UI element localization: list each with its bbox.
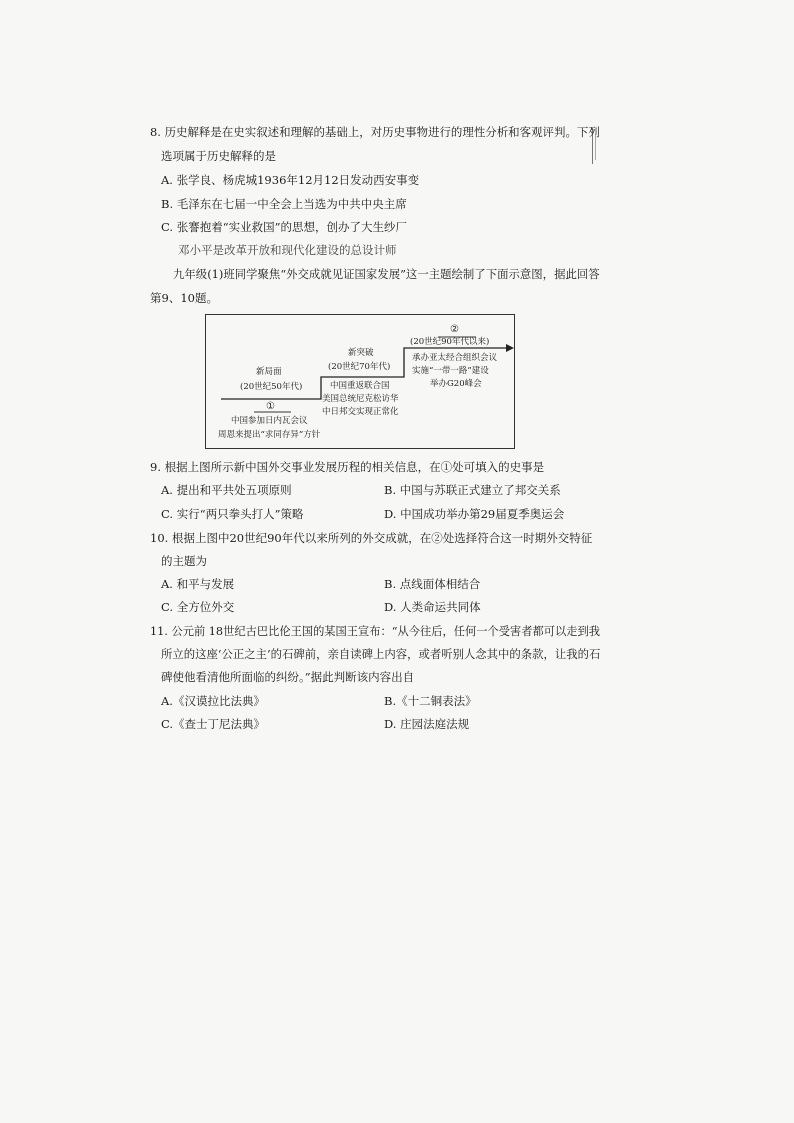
q9-stem: 9. 根据上图所示新中国外交事业发展历程的相关信息，在①处可填入的史事是 <box>150 460 545 474</box>
stage2-period: (20世纪70年代) <box>328 362 391 372</box>
stage1-title: 新局面 <box>256 367 282 377</box>
q11-option-c: C.《查士丁尼法典》 <box>161 717 266 731</box>
q11-stem-line2: 所立的这座‘公正之主’的石碑前，亲自读碑上内容，或者听别人念其中的条款，让我的石 <box>161 647 601 661</box>
q8-option-b: B. 毛泽东在七届一中全会上当选为中共中央主席 <box>161 197 407 211</box>
q10-stem-line1: 10. 根据上图中20世纪90年代以来所列的外交成就，在②处选择符合这一时期外交特征 <box>150 531 593 545</box>
q10-option-c: C. 全方位外交 <box>161 600 235 614</box>
stage2-title: 新突破 <box>348 348 374 358</box>
blank1-circle-label: ① <box>266 401 275 412</box>
q10-option-a: A. 和平与发展 <box>161 577 235 591</box>
q8-option-c: C. 张謇抱着“实业救国”的思想，创办了大生纱厂 <box>161 220 407 234</box>
q11-option-d: D. 庄园法庭法规 <box>384 717 470 731</box>
q11-option-a: A.《汉谟拉比法典》 <box>161 694 265 708</box>
q11-stem-line1: 11. 公元前 18世纪古巴比伦王国的某国王宣布：“从今往后，任何一个受害者都可以走到我 <box>150 624 600 638</box>
q11-option-b: B.《十二铜表法》 <box>384 694 477 708</box>
q8-option-d: 邓小平是改革开放和现代化建设的总设计师 <box>178 243 397 257</box>
blank2-circle-label: ② <box>450 324 459 335</box>
q10-option-d: D. 人类命运共同体 <box>384 600 481 614</box>
stage1-event2: 周恩来提出“求同存异”方针 <box>218 430 321 440</box>
q9-option-d: D. 中国成功举办第29届夏季奥运会 <box>384 507 565 521</box>
stage2-event1: 中国重返联合国 <box>330 381 390 391</box>
stage3-event2: 实施“一带一路”建设 <box>412 366 489 376</box>
q8-stem-line1: 8. 历史解释是在史实叙述和理解的基础上，对历史事物进行的理性分析和客观评判。下列 <box>150 125 600 139</box>
diplomacy-timeline-diagram <box>205 314 515 449</box>
stage3-event3: 举办G20峰会 <box>430 379 482 389</box>
q9-option-b: B. 中国与苏联正式建立了邦交关系 <box>384 483 561 497</box>
stage1-event1: 中国参加日内瓦会议 <box>231 416 308 426</box>
q9-option-a: A. 提出和平共处五项原则 <box>161 483 292 497</box>
q10-stem-line2: 的主题为 <box>161 554 207 568</box>
stage2-event3: 中日邦交实现正常化 <box>322 407 399 417</box>
q9-option-c: C. 实行“两只拳头打人”策略 <box>161 507 304 521</box>
q8-option-a: A. 张学良、杨虎城1936年12月12日发动西安事变 <box>161 173 420 187</box>
stage3-period: (20世纪90年代以来) <box>410 337 490 347</box>
intro-line1: 九年级(1)班同学聚焦“外交成就见证国家发展”这一主题绘制了下面示意图，据此回答 <box>173 267 600 281</box>
q10-option-b: B. 点线面体相结合 <box>384 577 481 591</box>
stage1-period: (20世纪50年代) <box>240 382 303 392</box>
q8-stem-line2: 选项属于历史解释的是 <box>161 149 276 163</box>
arrow-head-icon <box>506 344 514 352</box>
q11-stem-line3: 碑使他看清他所面临的纠纷。”据此判断该内容出自 <box>161 670 415 684</box>
stage2-event2: 美国总统尼克松访华 <box>322 394 399 404</box>
stage3-event1: 承办亚太经合组织会议 <box>412 353 498 363</box>
intro-line2: 第9、10题。 <box>150 291 218 305</box>
